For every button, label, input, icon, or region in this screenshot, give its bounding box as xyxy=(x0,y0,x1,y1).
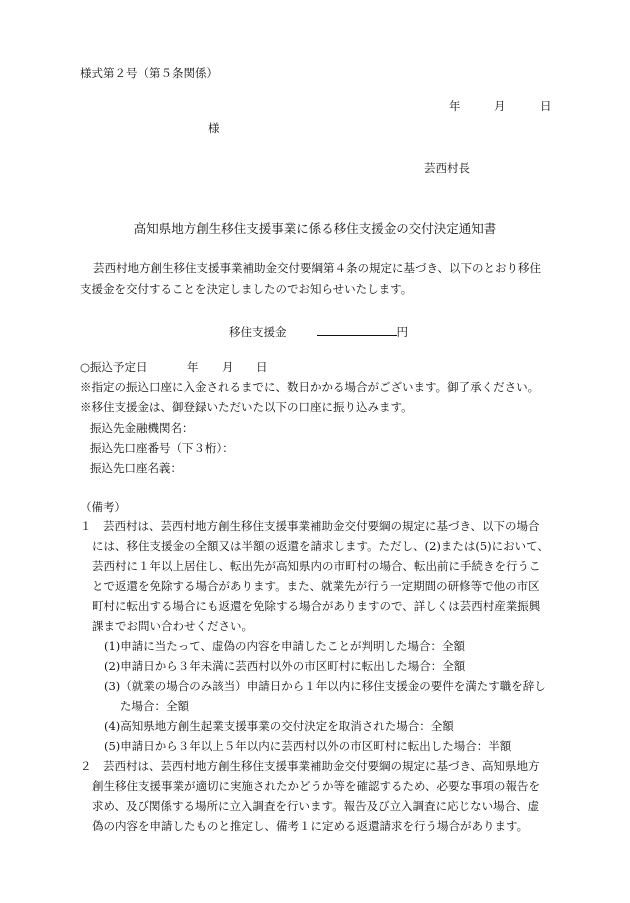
document-title: 高知県地方創生移住支援事業に係る移住支援金の交付決定通知書 xyxy=(133,221,497,236)
transfer-note-1: ※指定の振込口座に入金されるまでに、数日かかる場合がございます。御了承ください。 xyxy=(80,380,540,394)
sub-item-1: (1)申請に当たって、虚偽の内容を申請したことが判明した場合：全額 xyxy=(104,639,466,653)
sub-item-4: (4)高知県地方創生起業支援事業の交付決定を取消された場合：全額 xyxy=(104,719,454,733)
date-year: 年 xyxy=(449,99,461,113)
body-line-2: 支援金を交付することを決定しましたのでお知らせいたします。 xyxy=(80,282,413,296)
transfer-scheduled-label: ○振込予定日 xyxy=(80,360,148,374)
remark-1-line-4: とで返還を免除する場合があります。また、就業先が行う一定期間の研修等で他の市区 xyxy=(92,579,540,593)
amount-unit: 円 xyxy=(396,325,408,339)
remark-2-line-2: 創生移住支援事業が適切に実施されたかどうか等を確認するため、必要な事項の報告を xyxy=(92,779,541,793)
remark-1-line-5: 町村に転出する場合にも返還を免除する場合がありますので、詳しくは芸西村産業振興 xyxy=(92,599,541,613)
remark-1-line-1: １ 芸西村は、芸西村地方創生移住支援事業補助金交付要綱の規定に基づき、以下の場合 xyxy=(80,519,540,533)
amount-label: 移住支援金 xyxy=(229,325,287,339)
body-line-1: 芸西村地方創生移住支援事業補助金交付要綱第４条の規定に基づき、以下のとおり移住 xyxy=(93,261,542,275)
remark-2-line-1: ２ 芸西村は、芸西村地方創生移住支援事業補助金交付要綱の規定に基づき、高知県地方 xyxy=(80,759,540,773)
transfer-note-2: ※移住支援金は、御登録いただいた以下の口座に振り込みます。 xyxy=(80,400,413,414)
date-day: 日 xyxy=(540,99,552,113)
issuer-name: 芸西村長 xyxy=(424,161,470,175)
sub-item-3-cont: た場合：全額 xyxy=(120,699,189,713)
account-name-label: 振込先口座名義： xyxy=(90,461,182,475)
remark-2-line-3: 求め、及び関係する場所に立入調査を行います。報告及び立入調査に応じない場合、虚 xyxy=(92,799,540,813)
form-number: 様式第２号（第５条関係） xyxy=(80,66,218,80)
date-month: 月 xyxy=(494,99,506,113)
remark-1-line-6: 課までお問い合わせください。 xyxy=(92,619,253,633)
transfer-year: 年 xyxy=(187,360,199,374)
amount-blank xyxy=(317,323,397,336)
transfer-day: 日 xyxy=(256,360,268,374)
transfer-month: 月 xyxy=(222,360,234,374)
sub-item-3: (3)（就業の場合のみ該当）申請日から１年以内に移住支援金の要件を満たす職を辞し xyxy=(104,679,546,693)
addressee-suffix: 様 xyxy=(208,121,220,135)
account-number-label: 振込先口座番号（下３桁）： xyxy=(90,441,234,455)
sub-item-5: (5)申請日から３年以上５年以内に芸西村以外の市区町村に転出した場合：半額 xyxy=(104,739,512,753)
sub-item-2: (2)申請日から３年未満に芸西村以外の市区町村に転出した場合：全額 xyxy=(104,659,466,673)
bank-label: 振込先金融機関名： xyxy=(90,421,194,435)
remark-1-line-3: 芸西村に１年以上居住し、転出先が高知県内の市町村の場合、転出前に手続きを行うこ xyxy=(92,559,541,573)
remarks-heading: （備考） xyxy=(80,500,126,514)
remark-1-line-2: には、移住支援金の全額又は半額の返還を請求します。ただし、(2)または(5)において、 xyxy=(92,539,549,553)
remark-2-line-4: 偽の内容を申請したものと推定し、備考１に定める返還請求を行う場合があります。 xyxy=(92,819,529,833)
amount-row xyxy=(229,323,408,339)
